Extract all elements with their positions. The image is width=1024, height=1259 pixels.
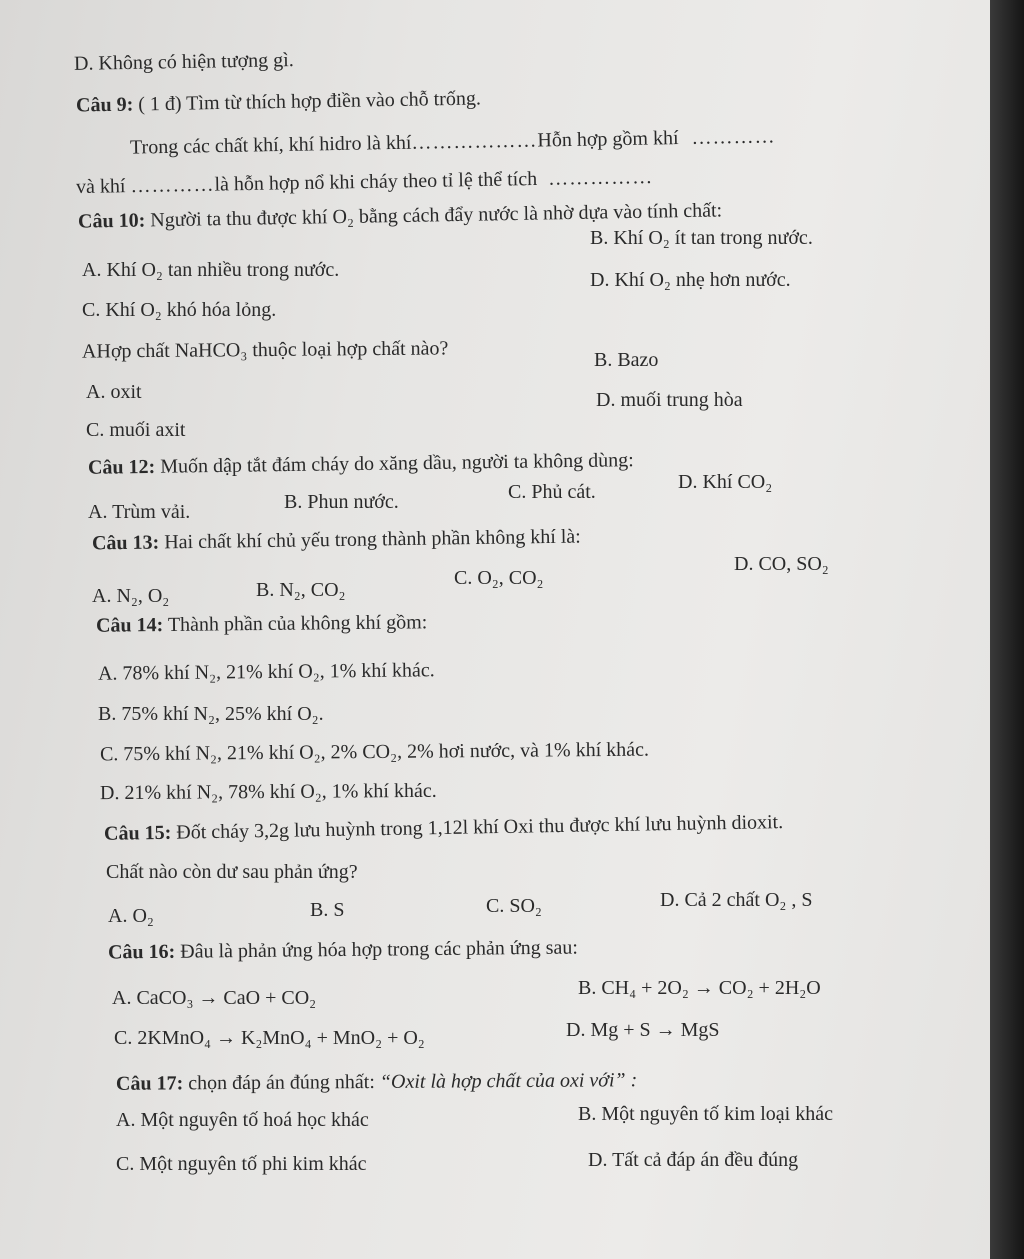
q16-title: Câu 16: — [107, 940, 176, 964]
q9-line-3 — [76, 165, 654, 199]
q9-blank-1: ……………… — [411, 129, 538, 154]
q12-title: Câu 12: — [87, 455, 156, 479]
q15-heading — [104, 810, 784, 846]
q16-option-a: A. CaCO₃ → CaO + CO₂ — [112, 987, 317, 1009]
q15-option-d: D. Cả 2 chất O₂ , S — [660, 889, 813, 911]
q11-option-d: D. muối trung hòa — [596, 389, 743, 411]
q9-blank-4: …………… — [547, 165, 654, 190]
q12-option-d: D. Khí CO₂ — [678, 471, 773, 493]
q17-text: chọn đáp án đúng nhất: — [183, 1070, 380, 1095]
q10-text: Người ta thu được khí O₂ bằng cách đẩy nước là nhờ dựa vào tính chất: — [145, 199, 723, 232]
q17-option-d: D. Tất cả đáp án đều đúng — [588, 1149, 799, 1171]
q13-option-d: D. CO, SO₂ — [734, 553, 829, 575]
q10-option-c: C. Khí O₂ khó hóa lỏng. — [82, 299, 277, 321]
q15-option-c: C. SO₂ — [486, 895, 542, 917]
q12-option-c: C. Phủ cát. — [508, 481, 596, 503]
q13-heading — [92, 525, 581, 556]
q15-text: Đốt cháy 3,2g lưu huỳnh trong 1,12l khí Oxi thu được khí lưu huỳnh dioxit. — [171, 811, 784, 844]
q11-option-c: C. muối axit — [86, 419, 186, 441]
q11-option-a: A. oxit — [86, 381, 142, 403]
q13-option-b: B. N₂, CO₂ — [256, 579, 346, 601]
q9-text: ( 1 đ) Tìm từ thích hợp điền vào chỗ trống. — [133, 87, 482, 116]
q14-option-a: A. 78% khí N₂, 21% khí O₂, 1% khí khác. — [97, 659, 435, 685]
q9-blank-3: ………… — [130, 173, 215, 198]
q17-heading — [116, 1068, 637, 1096]
q16-option-d: D. Mg + S → MgS — [566, 1019, 720, 1041]
q14-option-c: C. 75% khí N₂, 21% khí O₂, 2% CO₂, 2% hơi nước, và 1% khí khác. — [99, 738, 650, 766]
q17-option-b: B. Một nguyên tố kim loại khác — [578, 1103, 833, 1125]
q9-heading — [76, 86, 481, 117]
q15-title: Câu 15: — [103, 821, 172, 845]
q14-text: Thành phần của không khí gồm: — [163, 611, 428, 637]
q17-quote: “Oxit là hợp chất của oxi với” : — [379, 1069, 638, 1093]
q17-option-a: A. Một nguyên tố hoá học khác — [116, 1109, 369, 1131]
q9-blank-2: ………… — [691, 125, 776, 149]
q14-title: Câu 14: — [95, 614, 164, 637]
q15-option-a: A. O₂ — [108, 905, 154, 927]
q9-line3-text-a: và khí — [75, 175, 126, 199]
q13-text: Hai chất khí chủ yếu trong thành phần không khí là: — [159, 525, 581, 554]
q10-option-b: B. Khí O₂ ít tan trong nước. — [590, 227, 813, 249]
q9-line3-text-b: là hỗn hợp nổ khi cháy theo tỉ lệ thể tích — [214, 167, 538, 196]
q11-heading: AHợp chất NaHCO₃ thuộc loại hợp chất nào? — [81, 337, 449, 363]
q13-title: Câu 13: — [91, 531, 160, 555]
q16-option-b: B. CH₄ + 2O₂ → CO₂ + 2H₂O — [578, 977, 821, 999]
dark-right-edge — [990, 0, 1024, 1259]
q14-heading — [96, 610, 428, 637]
q15-option-b: B. S — [310, 899, 345, 921]
q9-line2-text-a: Trong các chất khí, khí hidro là khí — [129, 131, 412, 159]
q12-text: Muốn dập tắt đám cháy do xăng dầu, người ta không dùng: — [155, 449, 634, 478]
q16-heading — [108, 936, 578, 965]
q12-heading — [88, 448, 634, 480]
q17-title: Câu 17: — [115, 1072, 184, 1095]
q11-option-b: B. Bazo — [594, 349, 659, 371]
q9-line-2 — [130, 124, 776, 159]
q14-option-d: D. 21% khí N₂, 78% khí O₂, 1% khí khác. — [99, 779, 437, 805]
q9-line2-text-b: Hỗn hợp gồm khí — [537, 127, 679, 152]
q13-option-c: C. O₂, CO₂ — [454, 567, 544, 589]
q13-option-a: A. N₂, O₂ — [92, 585, 170, 607]
q8-option-d: D. Không có hiện tượng gì. — [73, 49, 294, 75]
q12-option-a: A. Trùm vải. — [88, 501, 191, 523]
q14-option-b: B. 75% khí N₂, 25% khí O₂. — [98, 703, 324, 725]
q12-option-b: B. Phun nước. — [284, 491, 399, 513]
q10-option-a: A. Khí O₂ tan nhiều trong nước. — [82, 259, 340, 281]
q10-title: Câu 10: — [77, 209, 146, 233]
q10-option-d: D. Khí O₂ nhẹ hơn nước. — [590, 269, 791, 291]
q16-option-c: C. 2KMnO₄ → K₂MnO₄ + MnO₂ + O₂ — [114, 1027, 425, 1049]
q17-option-c: C. Một nguyên tố phi kim khác — [116, 1153, 367, 1175]
q9-title: Câu 9: — [75, 93, 134, 117]
q15-line-2: Chất nào còn dư sau phản ứng? — [106, 861, 358, 883]
q16-text: Đâu là phản ứng hóa hợp trong các phản ứng sau: — [175, 936, 579, 963]
